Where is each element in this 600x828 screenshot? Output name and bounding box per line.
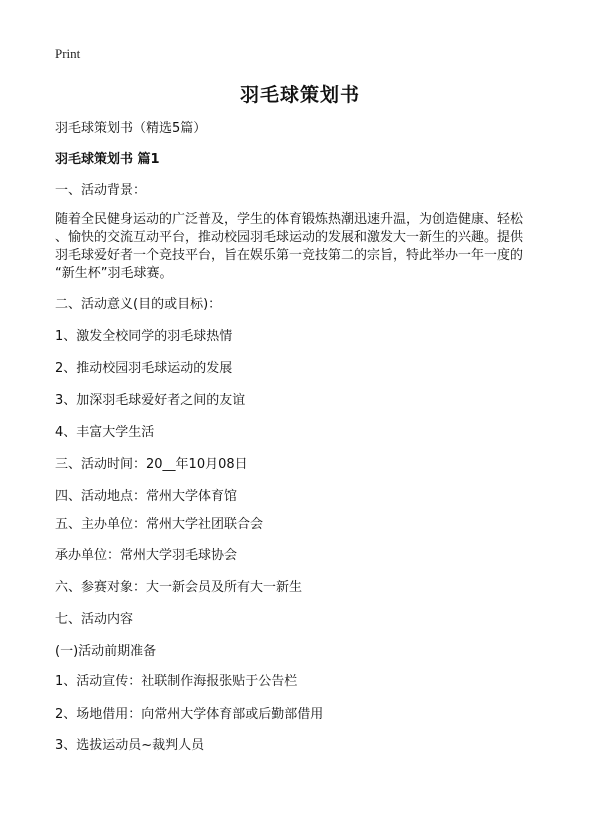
prep-item: 2、场地借用：向常州大学体育部或后勤部借用 [55, 707, 324, 722]
section-heading: 羽毛球策划书 篇1 [55, 152, 160, 167]
background-line: “新生杯”羽毛球赛。 [55, 266, 173, 281]
background-line: 、愉快的交流互动平台，推动校园羽毛球运动的发展和激发大一新生的兴趣。提供 [55, 230, 524, 245]
significance-item: 2、推动校园羽毛球运动的发展 [55, 361, 233, 376]
activity-time: 三、活动时间：20__年10月08日 [55, 457, 248, 472]
significance-item: 4、丰富大学生活 [55, 425, 155, 440]
significance-item: 1、激发全校同学的羽毛球热情 [55, 329, 233, 344]
significance-heading: 二、活动意义(目的或目标)： [55, 297, 222, 312]
background-line: 随着全民健身运动的广泛普及，学生的体育锻炼热潮迅速升温，为创造健康、轻松 [55, 212, 524, 227]
prep-item: 1、活动宣传：社联制作海报张贴于公告栏 [55, 674, 298, 689]
organizer-unit: 承办单位：常州大学羽毛球协会 [55, 548, 238, 563]
prep-heading: (一)活动前期准备 [55, 644, 157, 659]
content-heading: 七、活动内容 [55, 612, 134, 627]
activity-place: 四、活动地点：常州大学体育馆 [55, 489, 238, 504]
document-subtitle: 羽毛球策划书（精选5篇） [55, 121, 207, 136]
page-title: 羽毛球策划书 [239, 84, 360, 106]
host-unit: 五、主办单位：常州大学社团联合会 [55, 517, 264, 532]
background-heading: 一、活动背景： [55, 183, 147, 198]
participants: 六、参赛对象：大一新会员及所有大一新生 [55, 580, 303, 595]
background-paragraph [55, 211, 550, 283]
prep-item: 3、选拔运动员~裁判人员 [55, 738, 205, 753]
significance-item: 3、加深羽毛球爱好者之间的友谊 [55, 393, 246, 408]
print-link[interactable]: Print [55, 46, 81, 61]
background-line: 羽毛球爱好者一个竞技平台，旨在娱乐第一竞技第二的宗旨，特此举办一年一度的 [55, 248, 524, 263]
